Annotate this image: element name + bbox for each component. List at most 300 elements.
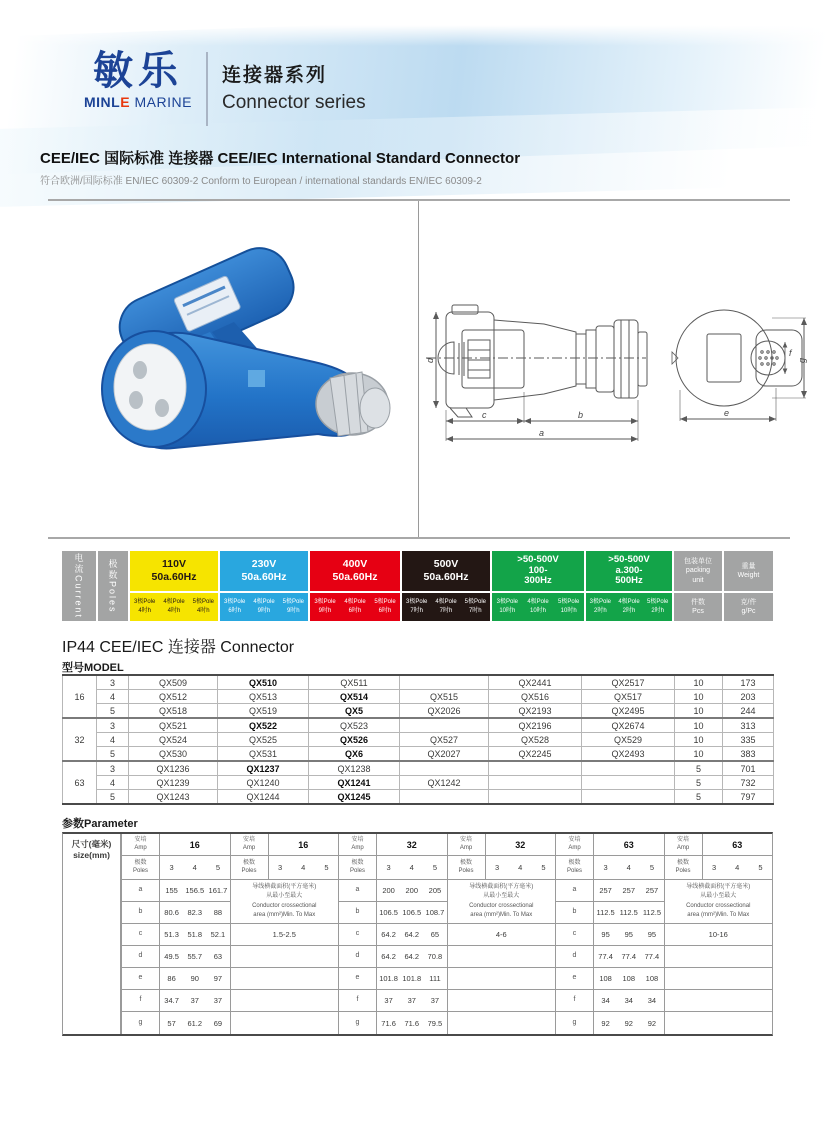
horizontal-rule-bottom: [48, 537, 790, 539]
model-cell: QX1239: [129, 776, 218, 790]
row-values: [594, 996, 664, 1005]
pole-label: 4极Pole: [253, 599, 275, 605]
param-value: 64.2: [404, 952, 420, 961]
weight-cell: 732: [723, 776, 774, 790]
hour-label: 10时h: [560, 608, 577, 614]
param-row-c: [556, 924, 664, 946]
model-cell: QX1242: [400, 776, 489, 790]
amp-value: 16: [189, 839, 200, 850]
param-value: 108: [645, 974, 659, 983]
pole-hour-cell: [370, 593, 400, 621]
pcs-cell: 10: [675, 733, 723, 747]
model-cell: QX2441: [489, 675, 582, 690]
poles-values: [594, 863, 664, 872]
model-cell: QX2674: [582, 718, 675, 733]
hour-label: 7时h: [439, 608, 453, 614]
poles-values: [377, 863, 447, 872]
row-label: d: [556, 946, 594, 967]
poles-label: 极数 Poles: [231, 856, 269, 879]
row-label: g: [339, 1012, 377, 1034]
amp-header-row: [556, 834, 664, 856]
table-row: [63, 704, 774, 719]
param-value: 112.5: [642, 908, 662, 917]
pole-label: 3极Pole: [405, 599, 428, 605]
model-cell: QX1241: [309, 776, 400, 790]
param-value: 95: [624, 930, 633, 939]
row-label: c: [122, 924, 160, 945]
conductor-range: 4-6: [495, 930, 507, 939]
param-value: 55.7: [187, 952, 203, 961]
pole-hour-cell: [553, 593, 584, 621]
row-label: f: [556, 990, 594, 1011]
model-cell: QX528: [489, 733, 582, 747]
param-row-d: [339, 946, 447, 968]
param-value: 106.5: [379, 908, 398, 917]
page-subtitle: 符合欧洲/国际标准 EN/IEC 60309-2 Conform to European / international standards EN/IEC 60309-2: [40, 176, 482, 187]
param-value: 49.5: [164, 952, 179, 961]
poles-cell: 4: [97, 776, 129, 790]
pole-label: 5极Pole: [464, 599, 486, 605]
poles-value: 5: [758, 863, 763, 872]
amp-value: 63: [732, 839, 743, 850]
pole-hour-cell: [220, 593, 249, 621]
row-values: [377, 952, 447, 961]
param-value: 37: [213, 996, 223, 1005]
dim-label-d: d: [425, 357, 435, 363]
row-label: b: [556, 902, 594, 923]
side-view: [426, 305, 647, 441]
amp-header-row: [231, 834, 339, 856]
voltage-label: >50-500V a.300- 500Hz: [586, 551, 672, 593]
voltage-label: >50-500V 100- 300Hz: [492, 551, 584, 593]
amp-label: 安培 Amp: [448, 834, 486, 855]
vertical-divider: [418, 201, 419, 537]
row-values: [160, 930, 230, 939]
row-label: e: [122, 968, 160, 989]
empty-row: [665, 1012, 773, 1034]
param-group-4: [447, 834, 556, 1034]
model-cell: QX2027: [400, 747, 489, 762]
row-label: f: [339, 990, 377, 1011]
row-values: [377, 886, 447, 895]
param-group-1: [121, 834, 230, 1034]
param-value: 37: [384, 996, 393, 1005]
amp-label: 安培 Amp: [665, 834, 703, 855]
param-value: 37: [430, 996, 440, 1005]
pole-hour-cell: [130, 593, 159, 621]
empty-row: [665, 990, 773, 1012]
pole-hour-cell: [402, 593, 431, 621]
current-cell: 63: [63, 761, 97, 804]
param-row-e: [339, 968, 447, 990]
row-values: [594, 974, 664, 983]
poles-header-row: [231, 856, 339, 880]
empty-row: [448, 1012, 556, 1034]
model-cell: [582, 761, 675, 776]
poles-value: 4: [518, 863, 523, 872]
row-values: [160, 908, 230, 917]
param-value: 86: [167, 974, 176, 983]
pole-label: 4极Pole: [435, 599, 457, 605]
poles-values: [703, 863, 773, 872]
row-values: [160, 886, 230, 895]
row-values: [377, 1019, 447, 1028]
param-value: 69: [213, 1018, 223, 1028]
param-row-c: [339, 924, 447, 946]
row-label: b: [122, 902, 160, 923]
param-row-e: [556, 968, 664, 990]
poles-header-row: [448, 856, 556, 880]
dim-label-b: b: [578, 410, 584, 420]
dim-label-a: a: [539, 428, 545, 438]
pole-label: 4极Pole: [618, 599, 640, 605]
param-row-b: [339, 902, 447, 924]
param-value: 257: [622, 886, 636, 895]
hour-label: 7时h: [468, 608, 482, 614]
empty-row: [448, 990, 556, 1012]
param-value: 64.2: [381, 952, 396, 961]
empty-row: [448, 968, 556, 990]
dimension-drawing: [424, 292, 814, 452]
poles-value: 3: [495, 863, 500, 872]
parameter-heading: 参数Parameter: [62, 818, 138, 830]
logo-chinese: 敏乐: [92, 49, 183, 93]
weight-cell: 797: [723, 790, 774, 805]
poles-value: 4: [192, 863, 197, 872]
voltage-label: 230V 50a.60Hz: [220, 551, 308, 593]
pole-label: 4极Pole: [344, 599, 366, 605]
row-values: [594, 886, 664, 895]
amp-label: 安培 Amp: [231, 834, 269, 855]
pole-label: 3极Pole: [589, 599, 612, 605]
row-values: [594, 1019, 664, 1028]
model-cell: QX518: [129, 704, 218, 719]
weight-column-label: 重量 Weight: [724, 551, 773, 593]
poles-value: 3: [712, 863, 717, 872]
poles-cell: 3: [97, 675, 129, 690]
param-row-b: [122, 902, 230, 924]
poles-value: 3: [169, 863, 174, 872]
param-value: 51.3: [164, 930, 179, 939]
conductor-note: 导线横截面积(平方毫米) 从最小至最大 Conductor crossectional area (mm²)Min. To Max: [448, 880, 556, 924]
table-row: [63, 790, 774, 805]
hour-label: 6时h: [378, 608, 392, 614]
poles-value: 4: [301, 863, 306, 872]
pole-hour-row: [220, 593, 308, 621]
model-cell: [489, 776, 582, 790]
param-row-d: [122, 946, 230, 968]
param-row-f: [122, 990, 230, 1012]
pcs-cell: 10: [675, 718, 723, 733]
weight-cell: 203: [723, 690, 774, 704]
amp-header-row: [448, 834, 556, 856]
param-group-5: [555, 834, 664, 1034]
poles-values: [486, 863, 556, 872]
param-row-c: [122, 924, 230, 946]
row-values: [377, 996, 447, 1005]
empty-row: [231, 1012, 339, 1034]
pole-hour-cell: [586, 593, 615, 621]
row-label: b: [339, 902, 377, 923]
model-cell: QX531: [218, 747, 309, 762]
weight-column-unit: 克/件 g/Pc: [740, 598, 757, 615]
poles-cell: 4: [97, 690, 129, 704]
model-cell: QX2026: [400, 704, 489, 719]
background-white-fade: [0, 0, 830, 46]
poles-value: 5: [215, 863, 221, 872]
hour-label: 10时h: [530, 608, 547, 614]
weight-column: [724, 551, 773, 621]
model-section-heading: IP44 CEE/IEC 连接器 Connector: [62, 639, 295, 656]
pcs-cell: 10: [675, 704, 723, 719]
param-value: 52.1: [210, 930, 226, 939]
param-value: 257: [645, 886, 659, 895]
pole-label: 4极Pole: [163, 599, 185, 605]
horizontal-rule-top: [48, 199, 790, 201]
dim-label-g: g: [797, 357, 807, 363]
param-value: 95: [601, 930, 610, 939]
model-cell: QX526: [309, 733, 400, 747]
current-cell: 16: [63, 675, 97, 718]
model-cell: QX513: [218, 690, 309, 704]
pole-hour-cell: [615, 593, 644, 621]
param-value: 64.2: [404, 930, 420, 939]
pcs-cell: 10: [675, 747, 723, 762]
size-label-cn: 尺寸(毫米): [71, 839, 112, 849]
brand-logo: [84, 50, 192, 110]
weight-cell: 173: [723, 675, 774, 690]
weight-cell: 244: [723, 704, 774, 719]
row-label: d: [122, 946, 160, 967]
poles-value: 5: [649, 863, 655, 872]
pole-label: 4极Pole: [527, 599, 549, 605]
cable-gland: [316, 372, 390, 436]
pole-hour-cell: [279, 593, 308, 621]
voltage-group-2: [220, 551, 308, 621]
hour-label: 9时h: [286, 608, 300, 614]
param-value: 92: [601, 1018, 610, 1028]
model-cell: QX519: [218, 704, 309, 719]
hour-label: 10时h: [499, 608, 516, 614]
poles-header-row: [122, 856, 230, 880]
param-group-2: [230, 834, 339, 1034]
packing-column: [674, 551, 722, 621]
param-value: 34.7: [164, 996, 179, 1005]
model-cell: QX525: [218, 733, 309, 747]
row-values: [377, 908, 447, 917]
table-row: [63, 733, 774, 747]
amp-value: 63: [623, 839, 634, 850]
amp-label: 安培 Amp: [122, 834, 160, 855]
conductor-range-row: [448, 924, 556, 946]
param-value: 34: [647, 996, 657, 1005]
param-row-g: [122, 1012, 230, 1034]
model-cell: QX1245: [309, 790, 400, 805]
param-value: 65: [430, 930, 440, 939]
socket-face: [102, 331, 206, 447]
param-value: 161.7: [208, 886, 228, 895]
weight-cell: 335: [723, 733, 774, 747]
poles-cell: 4: [97, 733, 129, 747]
hour-label: 2时h: [651, 608, 665, 614]
poles-cell: 3: [97, 718, 129, 733]
param-value: 111: [429, 974, 441, 983]
param-value: 257: [599, 886, 612, 895]
param-value: 77.4: [621, 952, 637, 961]
param-value: 61.2: [187, 1018, 203, 1028]
model-cell: QX527: [400, 733, 489, 747]
pole-label: 5极Pole: [374, 599, 396, 605]
poles-value: 4: [409, 863, 414, 872]
row-label: g: [122, 1012, 160, 1034]
voltage-label: 500V 50a.60Hz: [402, 551, 490, 593]
param-value: 112.5: [596, 908, 615, 917]
conductor-range-row: [665, 924, 773, 946]
model-cell: [400, 675, 489, 690]
poles-cell: 5: [97, 747, 129, 762]
model-cell: QX1236: [129, 761, 218, 776]
table-row: [63, 718, 774, 733]
pole-label: 5极Pole: [192, 599, 214, 605]
param-value: 108.7: [425, 908, 445, 917]
pole-label: 3极Pole: [133, 599, 156, 605]
pole-hour-cell: [189, 593, 218, 621]
empty-row: [665, 946, 773, 968]
param-value: 101.8: [402, 974, 422, 983]
weight-cell: 701: [723, 761, 774, 776]
size-label-cell: [63, 834, 121, 1034]
row-label: g: [556, 1012, 594, 1034]
logo-accent-e: E: [120, 94, 131, 110]
model-table-wrap: [62, 674, 774, 805]
row-values: [377, 974, 447, 983]
model-cell: [400, 761, 489, 776]
poles-value: 3: [278, 863, 283, 872]
voltage-group-1: [130, 551, 218, 621]
hour-label: 4时h: [167, 608, 181, 614]
pole-hour-cell: [461, 593, 490, 621]
table-row: [63, 675, 774, 690]
logo-english: [84, 94, 192, 110]
hour-label: 2时h: [593, 608, 607, 614]
param-value: 112.5: [619, 908, 638, 917]
series-title-en: Connector series: [222, 92, 366, 113]
model-cell: QX523: [309, 718, 400, 733]
poles-header-row: [665, 856, 773, 880]
packing-column-label: 包装单位 packing unit: [674, 551, 722, 593]
poles-label: 极数 Poles: [339, 856, 377, 879]
conductor-note: 导线横截面积(平方毫米) 从最小至最大 Conductor crossectional area (mm²)Min. To Max: [665, 880, 773, 924]
model-cell: [489, 761, 582, 776]
pcs-cell: 5: [675, 761, 723, 776]
model-cell: QX511: [309, 675, 400, 690]
conductor-range-row: [231, 924, 339, 946]
packing-column-unit: 件数 Pcs: [691, 598, 705, 615]
param-value: 34: [624, 996, 633, 1005]
empty-row: [231, 946, 339, 968]
logo-minl: MINL: [84, 94, 121, 110]
param-group-3: [338, 834, 447, 1034]
poles-label: 极数 Poles: [448, 856, 486, 879]
param-value: 156.5: [185, 886, 205, 895]
param-row-f: [556, 990, 664, 1012]
poles-value: 4: [626, 863, 631, 872]
param-value: 155: [165, 886, 178, 895]
poles-value: 5: [432, 863, 438, 872]
poles-value: 5: [324, 863, 329, 872]
param-value: 57: [167, 1018, 176, 1028]
row-label: c: [556, 924, 594, 945]
row-values: [160, 974, 230, 983]
pcs-cell: 10: [675, 675, 723, 690]
body-latch: [248, 370, 265, 387]
param-value: 79.5: [427, 1018, 443, 1028]
pcs-cell: 5: [675, 776, 723, 790]
pole-hour-cell: [249, 593, 278, 621]
voltage-group-4: [402, 551, 490, 621]
amp-header-row: [665, 834, 773, 856]
amp-label: 安培 Amp: [339, 834, 377, 855]
conductor-note: 导线横截面积(平方毫米) 从最小至最大 Conductor crossectional area (mm²)Min. To Max: [231, 880, 339, 924]
param-value: 108: [622, 974, 636, 983]
row-label: e: [556, 968, 594, 989]
table-row: [63, 747, 774, 762]
series-title-cn: 连接器系列: [222, 65, 328, 86]
pole-label: 3极Pole: [496, 599, 519, 605]
param-row-e: [122, 968, 230, 990]
row-label: d: [339, 946, 377, 967]
param-value: 108: [599, 974, 612, 983]
model-cell: QX512: [129, 690, 218, 704]
param-value: 101.8: [379, 974, 398, 983]
logo-marine: MARINE: [130, 94, 192, 110]
model-cell: QX522: [218, 718, 309, 733]
poles-header-row: [556, 856, 664, 880]
product-photo: [62, 232, 397, 467]
model-cell: QX1244: [218, 790, 309, 805]
model-cell: QX514: [309, 690, 400, 704]
model-cell: QX510: [218, 675, 309, 690]
poles-values: [160, 863, 230, 872]
row-label: f: [122, 990, 160, 1011]
pole-hour-cell: [159, 593, 188, 621]
poles-value: 3: [386, 863, 391, 872]
hour-label: 7时h: [410, 608, 423, 614]
model-cell: QX1237: [218, 761, 309, 776]
current-cell: 32: [63, 718, 97, 761]
empty-row: [231, 968, 339, 990]
pole-label: 3极Pole: [223, 599, 246, 605]
model-cell: QX6: [309, 747, 400, 762]
dim-label-f: f: [789, 348, 792, 358]
weight-cell: 383: [723, 747, 774, 762]
param-value: 51.8: [187, 930, 203, 939]
row-label: e: [339, 968, 377, 989]
param-row-g: [339, 1012, 447, 1034]
model-cell: QX5: [309, 704, 400, 719]
poles-value: 5: [541, 863, 546, 872]
model-cell: QX524: [129, 733, 218, 747]
poles-cell: 5: [97, 790, 129, 805]
param-value: 77.4: [598, 952, 613, 961]
table-row: [63, 761, 774, 776]
poles-label: 极数 Poles: [556, 856, 594, 879]
hour-label: 6时h: [348, 608, 362, 614]
param-value: 71.6: [404, 1018, 420, 1028]
poles-cell: 5: [97, 704, 129, 719]
param-value: 82.3: [187, 908, 203, 917]
voltage-group-3: [310, 551, 400, 621]
